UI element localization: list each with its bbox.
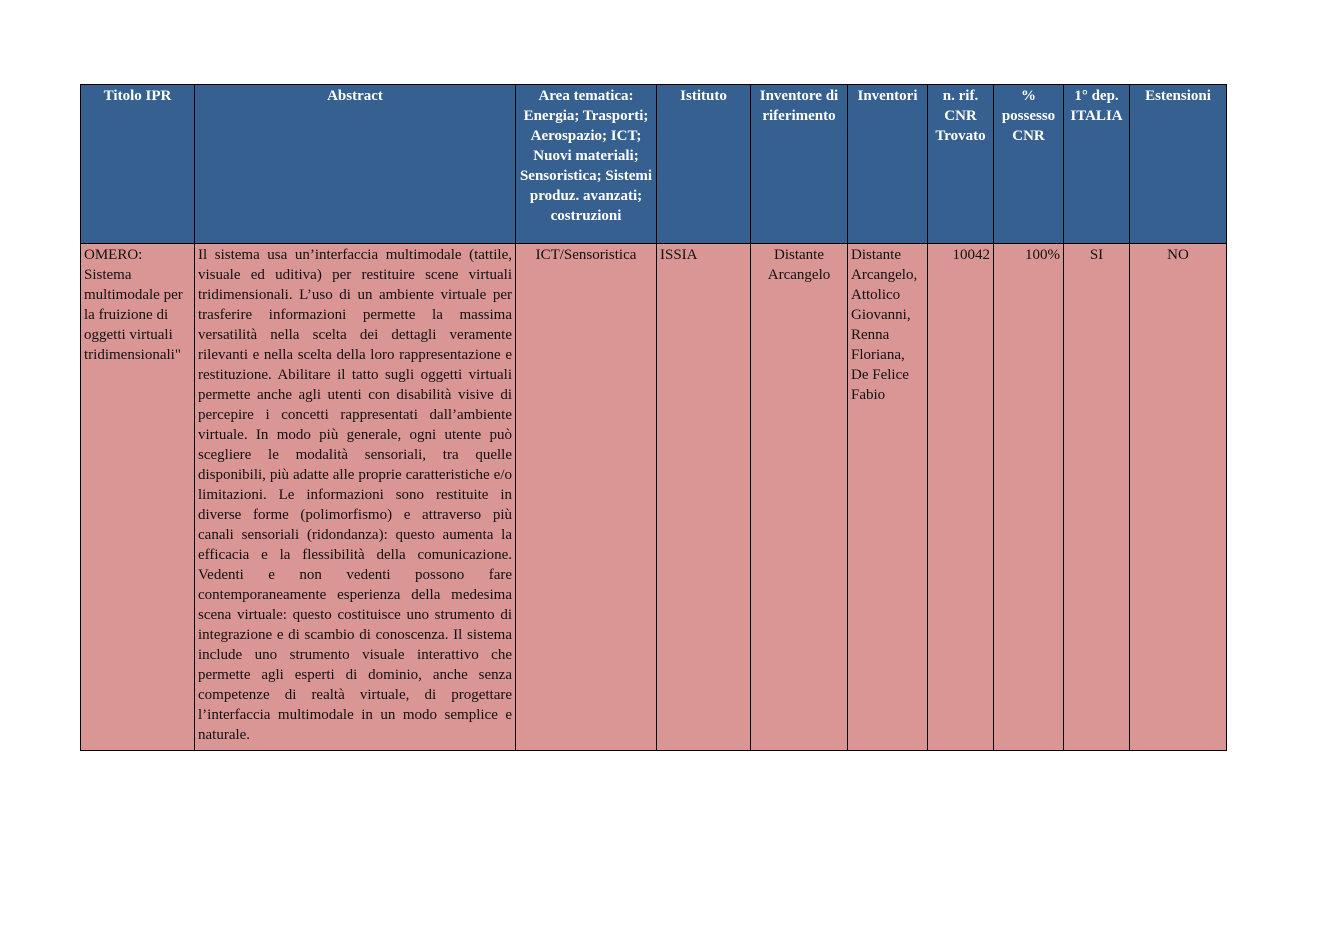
header-possesso-cnr: % possesso CNR (994, 85, 1064, 244)
header-istituto: Istituto (657, 85, 751, 244)
cell-inventore-riferimento: Distante Arcangelo (751, 244, 848, 751)
header-estensioni: Estensioni (1130, 85, 1227, 244)
header-dep-italia: 1° dep. ITALIA (1064, 85, 1130, 244)
header-row (81, 85, 1227, 244)
cell-possesso: 100% (994, 244, 1064, 751)
cell-inventori: Distante Arcangelo, Attolico Giovanni, Renna Floriana, De Felice Fabio (848, 244, 928, 751)
cell-estensioni: NO (1130, 244, 1227, 751)
cell-area: ICT/Sensoristica (516, 244, 657, 751)
header-rif-cnr: n. rif. CNR Trovato (928, 85, 994, 244)
cell-titolo: OMERO: Sistema multimodale per la fruizione di oggetti virtuali tridimensionali" (81, 244, 195, 751)
ipr-table (80, 84, 1227, 751)
header-inventori: Inventori (848, 85, 928, 244)
cell-abstract: Il sistema usa un’interfaccia multimodale (tattile, visuale ed uditiva) per restituire scene virtuali tridimensionali. L’uso di un ambiente virtuale per trasferire informazioni permette la massima versatilità nella scelta dei dettagli veramente rilevanti e nella scelta della loro rappresentazione e restituzione. Abilitare il tatto sugli oggetti virtuali permette anche agli utenti con disabilità visive di percepire i concetti rappresentati dall’ambiente virtuale. In modo più generale, ogni utente può scegliere le modalità sensoriali, tra quelle disponibili, più adatte alle proprie caratteristiche e/o limitazioni. Le informazioni sono restituite in diverse forme (polimorfismo) e attraverso più canali sensoriali (ridondanza): questo aumenta la efficacia e la flessibilità della comunicazione. Vedenti e non vedenti possono fare contemporaneamente esperienza della medesima scena virtuale: questo costituisce uno strumento di integrazione e di scambio di conoscenza. Il sistema include uno strumento visuale interattivo che permette agli esperti di dominio, anche senza competenze di realtà virtuale, di progettare l’interfaccia multimodale in un modo semplice e naturale. (195, 244, 516, 751)
cell-istituto: ISSIA (657, 244, 751, 751)
cell-dep-italia: SI (1064, 244, 1130, 751)
cell-rif-cnr: 10042 (928, 244, 994, 751)
header-titolo-ipr: Titolo IPR (81, 85, 195, 244)
header-area-tematica: Area tematica: Energia; Trasporti; Aerospazio; ICT; Nuovi materiali; Sensoristica; Sistemi produz. avanzati; costruzioni (516, 85, 657, 244)
header-abstract: Abstract (195, 85, 516, 244)
header-inventore-riferimento: Inventore di riferimento (751, 85, 848, 244)
table-row (81, 244, 1227, 751)
